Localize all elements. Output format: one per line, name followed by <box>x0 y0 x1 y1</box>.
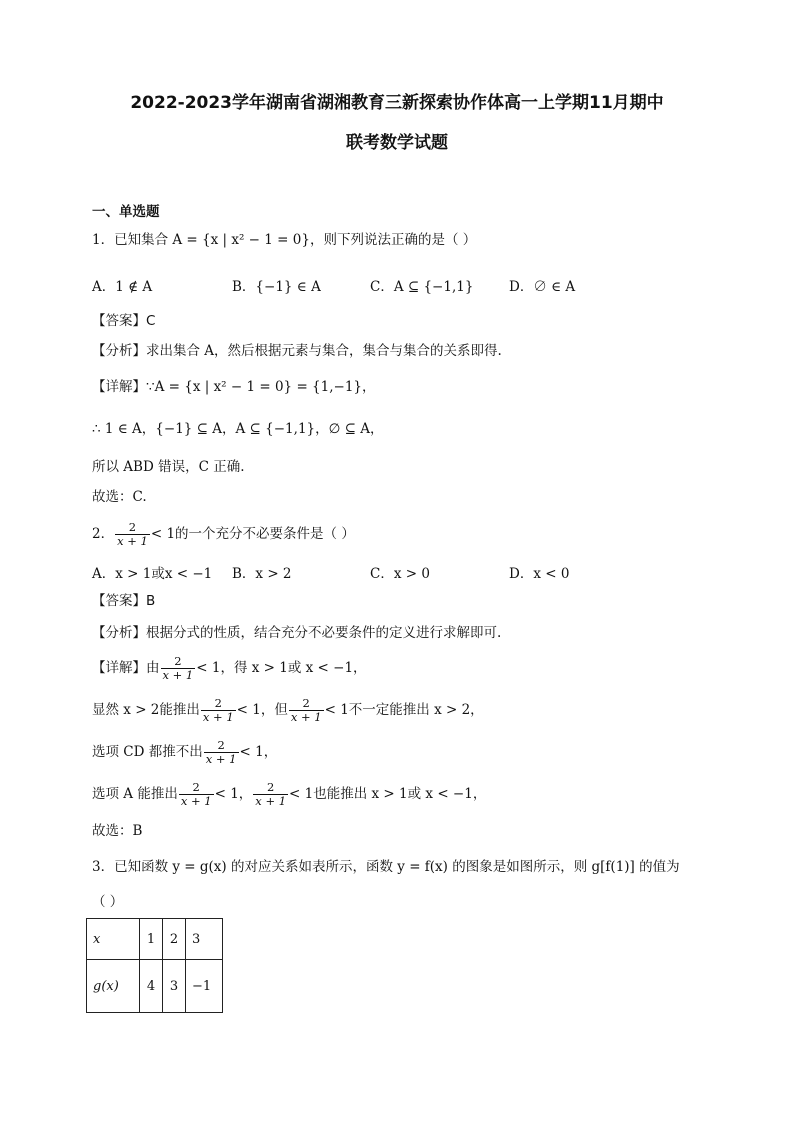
fraction <box>253 781 288 808</box>
fraction-numerator: 2 <box>174 654 182 668</box>
fraction-denominator: x + 1 <box>205 752 237 766</box>
q2-detail-4 <box>92 777 486 811</box>
document-title-line1: 2022-2023学年湖南省湖湘教育三新探索协作体高一上学期11月期中 <box>130 93 664 113</box>
q2-stem-fraction <box>115 521 150 548</box>
table-header-cell: x <box>87 919 140 960</box>
table-row <box>87 960 223 1013</box>
fraction-denominator: x + 1 <box>255 794 287 808</box>
q3-stem: 3．已知函数 y = g(x) 的对应关系如表所示，函数 y = f(x) 的图象是如图所示，则 g[f(1)] 的值为 <box>92 859 680 875</box>
table-cell: 4 <box>140 960 163 1013</box>
fraction-numerator: 2 <box>214 696 222 710</box>
fraction-numerator: 2 <box>302 696 310 710</box>
q2-detail-1a: 由 <box>146 660 160 676</box>
q2-detail-2a: 显然 x > 2能推出 <box>92 702 200 718</box>
q2-option-b: B．x > 2 <box>232 566 292 582</box>
q2-stem <box>92 517 355 551</box>
q2-answer: 【答案】B <box>92 593 156 609</box>
q2-number: 2． <box>92 526 115 542</box>
q2-detail-3a: 选项 CD 都推不出 <box>92 744 203 760</box>
q1-choice: 故选：C. <box>92 489 147 505</box>
table-row <box>87 919 223 960</box>
fraction-denominator: x + 1 <box>162 668 194 682</box>
fraction-denominator: x + 1 <box>117 534 148 548</box>
q1-detail-tag: 【详解】 <box>92 379 146 395</box>
q2-detail-3b: < 1， <box>239 744 278 760</box>
fraction-numerator: 2 <box>128 520 137 534</box>
q1-stem: 1．已知集合 A = {x | x² − 1 = 0}，则下列说法正确的是（ ） <box>92 232 477 248</box>
q1-analysis <box>92 342 502 360</box>
q2-detail-2c: < 1不一定能推出 x > 2， <box>324 702 484 718</box>
fraction-numerator: 2 <box>267 780 275 794</box>
q1-option-d: D．∅ ∈ A <box>509 279 576 295</box>
q3-paren: （ ） <box>92 894 124 910</box>
g-value-table <box>86 918 223 1013</box>
q2-option-d: D．x < 0 <box>509 566 570 582</box>
q2-option-a: A．x > 1或x < −1 <box>92 566 213 582</box>
q1-detail-text: ∵A = {x | x² − 1 = 0} = {1,−1}， <box>146 379 376 395</box>
q2-detail-4c: < 1也能推出 x > 1或 x < −1， <box>289 786 487 802</box>
table-cell: 3 <box>163 960 186 1013</box>
fraction <box>179 781 214 808</box>
fraction <box>204 739 239 766</box>
fraction <box>289 697 324 724</box>
fraction-numerator: 2 <box>217 738 225 752</box>
q1-analysis-tag: 【分析】 <box>92 343 146 359</box>
q1-option-c: C．A ⊆ {−1,1} <box>370 279 474 295</box>
q2-option-c: C．x > 0 <box>370 566 430 582</box>
q1-analysis-text: 求出集合 A，然后根据元素与集合，集合与集合的关系即得. <box>146 343 502 359</box>
q2-detail-3 <box>92 735 277 769</box>
q1-option-b: B．{−1} ∈ A <box>232 279 321 295</box>
q2-choice: 故选：B <box>92 823 143 839</box>
q2-detail-4a: 选项 A 能推出 <box>92 786 178 802</box>
q1-answer: 【答案】C <box>92 313 156 329</box>
q2-detail-2b: < 1，但 <box>236 702 288 718</box>
q2-detail-1b: < 1，得 x > 1或 x < −1， <box>196 660 367 676</box>
document-title-line2: 联考数学试题 <box>346 133 448 153</box>
fraction <box>161 655 196 682</box>
q2-detail-2 <box>92 693 484 727</box>
q2-analysis-text: 根据分式的性质，结合充分不必要条件的定义进行求解即可. <box>146 625 502 641</box>
q2-detail-1 <box>92 651 367 685</box>
table-header-cell: 1 <box>140 919 163 960</box>
q1-step3: 所以 ABD 错误，C 正确. <box>92 459 245 475</box>
table-header-cell: 2 <box>163 919 186 960</box>
section-heading: 一、单选题 <box>92 204 160 220</box>
q1-step2: ∴ 1 ∈ A，{−1} ⊆ A，A ⊆ {−1,1}，∅ ⊆ A， <box>92 421 384 437</box>
q2-stem-tail: < 1的一个充分不必要条件是（ ） <box>150 526 355 542</box>
fraction <box>201 697 236 724</box>
table-cell: g(x) <box>87 960 140 1013</box>
q2-detail-4b: < 1， <box>214 786 253 802</box>
fraction-numerator: 2 <box>192 780 200 794</box>
fraction-denominator: x + 1 <box>202 710 234 724</box>
table-cell: −1 <box>186 960 223 1013</box>
fraction-denominator: x + 1 <box>180 794 212 808</box>
q1-detail <box>92 378 376 396</box>
q2-detail-tag: 【详解】 <box>92 660 146 676</box>
q1-option-a: A．1 ∉ A <box>92 279 153 295</box>
q2-analysis <box>92 624 501 642</box>
table-header-cell: 3 <box>186 919 223 960</box>
fraction-denominator: x + 1 <box>290 710 322 724</box>
q2-analysis-tag: 【分析】 <box>92 625 146 641</box>
